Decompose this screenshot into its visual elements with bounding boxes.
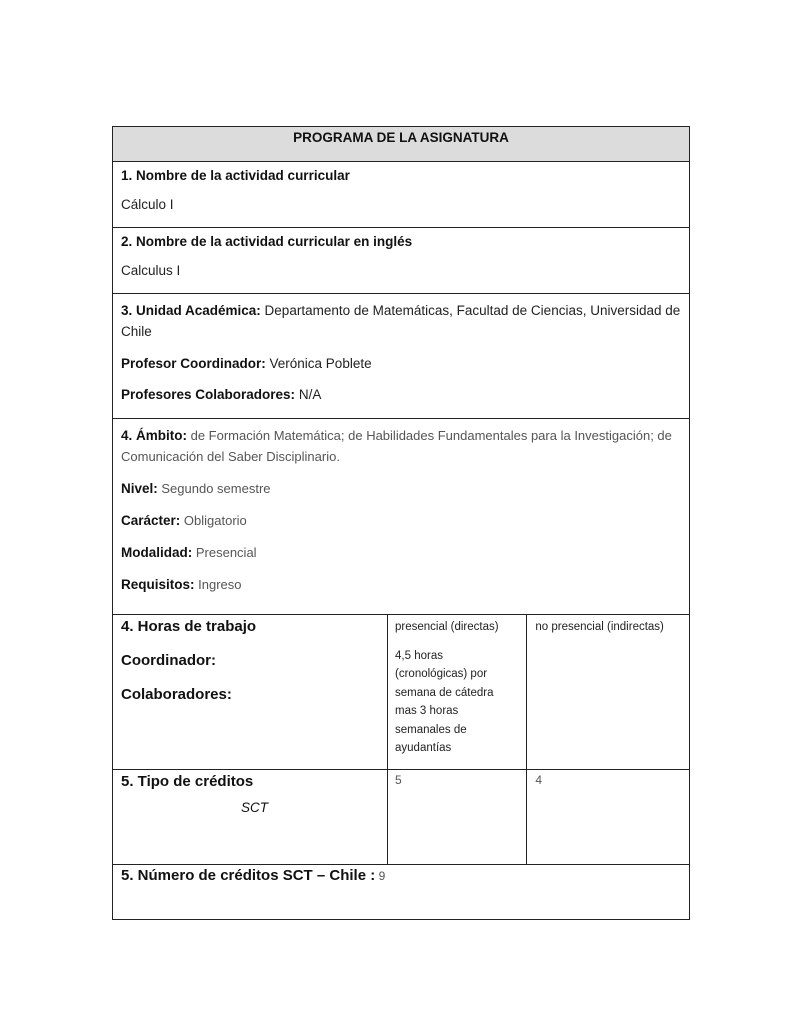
no-presencial-header: no presencial (indirectas) [535,621,664,633]
program-document [112,126,690,920]
credit-presencial-cell [387,770,526,864]
section-credit-type [113,769,689,864]
no-presencial-hours-cell [526,615,689,769]
requirements-line [121,577,681,592]
credit-type-title: 5. Tipo de créditos [121,773,254,790]
credit-number-value: 9 [375,869,386,883]
program-table [112,126,690,920]
character-value: Obligatorio [180,513,247,528]
presencial-hours-cell [387,615,526,769]
coordinator-hours-label: Coordinador: [121,652,216,669]
course-name-english-label: 2. Nombre de la actividad curricular en inglés [121,234,413,249]
academic-unit-line [121,300,681,342]
academic-unit-label: 3. Unidad Académica: [121,303,261,318]
level-value: Segundo semestre [157,481,271,496]
credit-type-labels [113,770,387,864]
modality-line [121,545,681,560]
sct-label: SCT [241,800,268,815]
work-hours-title: 4. Horas de trabajo [121,618,257,635]
section-credit-number [113,864,689,919]
table-header [113,127,689,161]
requirements-label: Requisitos: [121,577,195,592]
character-label: Carácter: [121,513,181,528]
presencial-line: mas 3 horas [395,705,459,717]
page-title: PROGRAMA DE LA ASIGNATURA [293,130,509,145]
level-label: Nivel: [121,481,158,496]
collaborators-hours-label: Colaboradores: [121,686,232,703]
credit-presencial-value: 5 [395,773,402,787]
section-scope [113,418,689,614]
scope-label: 4. Ámbito: [121,428,187,443]
course-name-label: 1. Nombre de la actividad curricular [121,168,350,183]
section-academic-unit [113,293,689,418]
presencial-line: semanales de [395,723,467,736]
credit-no-presencial-cell [526,770,689,864]
coordinator-value: Verónica Poblete [265,356,372,371]
course-name-english-value: Calculus I [121,263,181,278]
modality-value: Presencial [192,545,257,560]
presencial-hours-value [395,647,519,758]
presencial-line: 4,5 horas [395,649,443,662]
scope-line [121,425,681,467]
scope-value: de Formación Matemática; de Habilidades Fundamentales para la Investigación; de Comunicación del Saber Disciplinario. [121,428,672,464]
collaborators-label: Profesores Colaboradores: [121,387,296,402]
section-work-hours [113,614,689,769]
credit-number-label: 5. Número de créditos SCT – Chile : [121,867,376,884]
collaborators-value: N/A [295,387,322,402]
academic-unit-value: Departamento de Matemáticas, Facultad de Ciencias, Universidad de Chile [121,303,681,339]
collaborators-line [121,387,681,402]
modality-label: Modalidad: [121,545,193,560]
level-line [121,481,681,496]
course-name-value: Cálculo I [121,197,174,212]
coordinator-label: Profesor Coordinador: [121,356,266,371]
presencial-line: (cronológicas) por [395,668,488,680]
presencial-line: ayudantías [395,742,452,754]
section-course-name [113,161,689,227]
section-course-name-english [113,227,689,293]
credit-no-presencial-value: 4 [535,773,543,787]
credit-number-line [121,867,681,885]
work-hours-labels [113,615,387,769]
coordinator-line [121,356,681,371]
presencial-line: semana de cátedra [395,686,494,699]
character-line [121,513,681,528]
requirements-value: Ingreso [194,577,242,592]
presencial-header: presencial (directas) [395,621,499,633]
